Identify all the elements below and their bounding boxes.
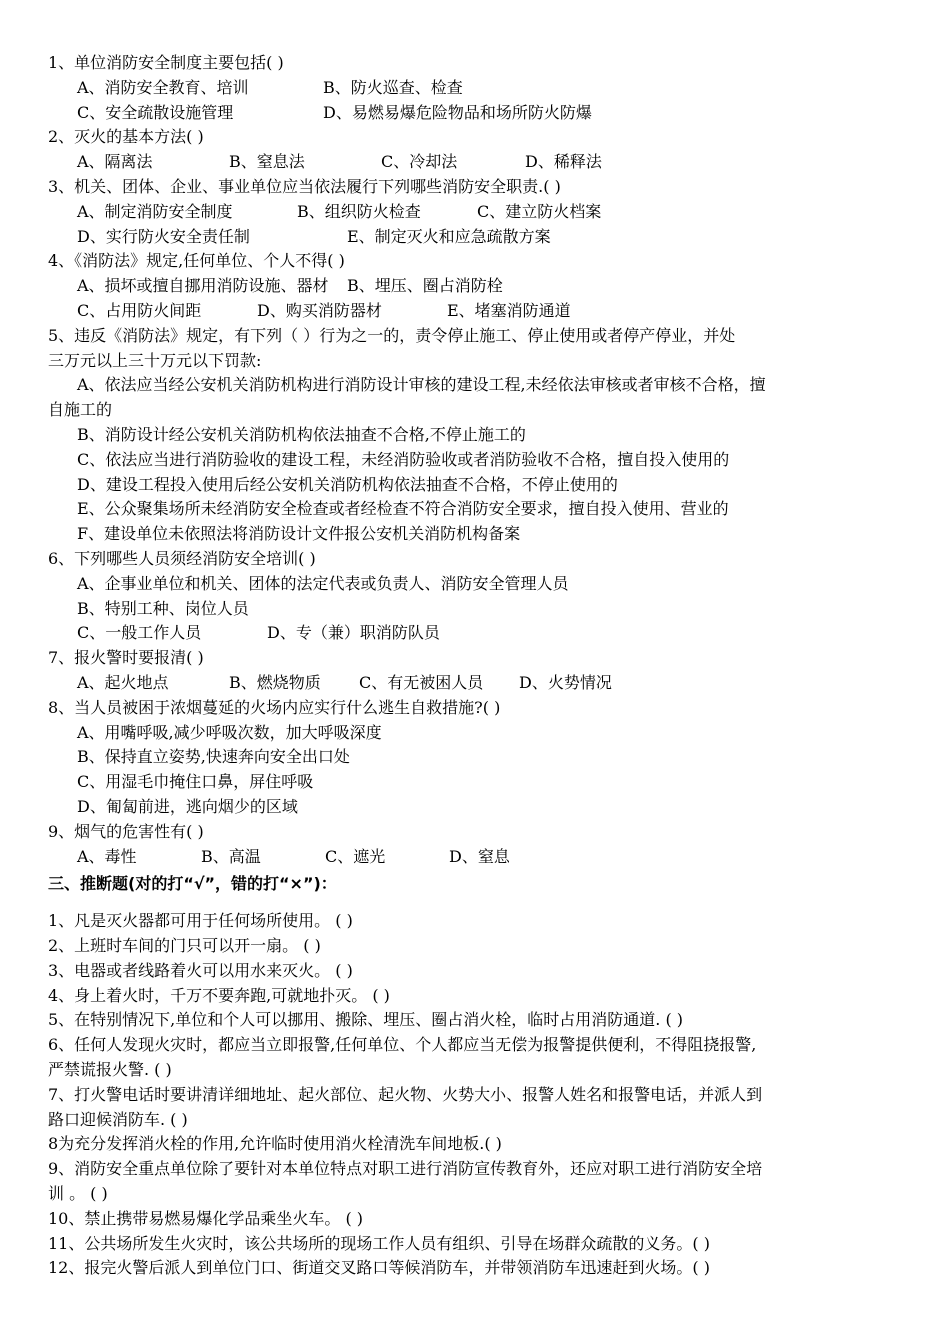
- question-6-options-row-3: [48, 621, 902, 646]
- option-d: D、火势情况: [519, 672, 612, 692]
- question-8-stem: 8、当人员被困于浓烟蔓延的火场内应实行什么逃生自救措施?( ): [48, 697, 501, 717]
- option-d: D、购买消防器材: [257, 300, 382, 320]
- question-9-stem: 9、烟气的危害性有( ): [48, 821, 204, 841]
- question-5-option-f: F、建设单位未依照法将消防设计文件报公安机关消防机构备案: [77, 524, 521, 544]
- judge-item-7-line-1: 7、打火警电话时要讲清详细地址、起火部位、起火物、火势大小、报警人姓名和报警电话，并派人到: [48, 1084, 763, 1104]
- option-d: D、专（兼）职消防队员: [267, 623, 440, 643]
- question-5-stem-line-1: 5、违反《消防法》规定，有下列（ ）行为之一的，责令停止施工、停止使用或者停产停业，并处: [48, 325, 736, 345]
- question-6-option-a: A、企事业单位和机关、团体的法定代表或负责人、消防安全管理人员: [77, 573, 569, 593]
- option-c: C、有无被困人员: [359, 672, 484, 692]
- option-d: D、窒息: [449, 846, 510, 866]
- question-7-stem: 7、报火警时要报清( ): [48, 648, 204, 668]
- option-c: C、建立防火档案: [477, 201, 602, 221]
- question-8-option-d: D、匍匐前进，逃向烟少的区域: [77, 796, 298, 816]
- question-5-option-e: E、公众聚集场所未经消防安全检查或者经检查不符合消防安全要求，擅自投入使用、营业的: [77, 499, 729, 519]
- question-3-options-row-1: [48, 200, 902, 225]
- judge-item-1: 1、凡是灭火器都可用于任何场所使用。 ( ): [48, 911, 353, 931]
- spacer: [48, 899, 902, 909]
- option-d: D、易燃易爆危险物品和场所防火防爆: [323, 102, 592, 122]
- option-a: A、制定消防安全制度: [77, 201, 233, 221]
- question-9-options: [48, 845, 902, 870]
- judge-item-7-line-2: 路口迎候消防车. ( ): [48, 1109, 188, 1129]
- option-a: A、损坏或擅自挪用消防设施、器材: [77, 276, 329, 296]
- question-5-option-b: B、消防设计经公安机关消防机构依法抽查不合格,不停止施工的: [77, 424, 526, 444]
- option-c: C、一般工作人员: [77, 623, 202, 643]
- question-2-stem: 2、灭火的基本方法( ): [48, 127, 204, 147]
- judge-item-5: 5、在特别情况下,单位和个人可以挪用、搬除、埋压、圈占消火栓，临时占用消防通道. ( ): [48, 1010, 684, 1030]
- judge-item-4: 4、身上着火时，千万不要奔跑,可就地扑灭。 ( ): [48, 985, 390, 1005]
- judge-item-8: 8为充分发挥消火栓的作用,允许临时使用消火栓清洗车间地板.( ): [48, 1134, 502, 1154]
- option-b: B、燃烧物质: [229, 672, 321, 692]
- question-8-option-a: A、用嘴呼吸,减少呼吸次数，加大呼吸深度: [77, 722, 382, 742]
- question-3-options-row-2: [48, 225, 902, 250]
- option-d: D、实行防火安全责任制: [77, 226, 250, 246]
- judge-item-9-line-2: 训 。 ( ): [48, 1184, 108, 1204]
- option-b: B、埋压、圈占消防栓: [347, 276, 503, 296]
- question-6-stem: 6、下列哪些人员须经消防安全培训( ): [48, 548, 316, 568]
- question-1-stem: 1、单位消防安全制度主要包括( ): [48, 53, 284, 72]
- question-1-options-row-1: [48, 76, 902, 101]
- option-b: B、防火巡查、检查: [323, 77, 463, 97]
- option-e: E、堵塞消防通道: [447, 300, 571, 320]
- option-d: D、稀释法: [525, 152, 602, 172]
- judge-item-9-line-1: 9、消防安全重点单位除了要针对本单位特点对职工进行消防宣传教育外，还应对职工进行消防安全培: [48, 1159, 763, 1179]
- option-c: C、冷却法: [381, 152, 458, 172]
- question-4-options-row-1: [48, 274, 902, 299]
- option-a: A、消防安全教育、培训: [77, 77, 249, 97]
- judge-item-6-line-1: 6、任何人发现火灾时，都应当立即报警,任何单位、个人都应当无偿为报警提供便利，不得阻挠报警,: [48, 1035, 757, 1055]
- judge-item-3: 3、电器或者线路着火可以用水来灭火。 ( ): [48, 960, 353, 980]
- question-5-option-d: D、建设工程投入使用后经公安机关消防机构依法抽查不合格，不停止使用的: [77, 474, 618, 494]
- judge-item-2: 2、上班时车间的门只可以开一扇。 ( ): [48, 936, 321, 956]
- option-e: E、制定灭火和应急疏散方案: [347, 226, 551, 246]
- option-c: C、占用防火间距: [77, 300, 202, 320]
- option-b: B、高温: [201, 846, 261, 866]
- question-8-option-b: B、保持直立姿势,快速奔向安全出口处: [77, 747, 350, 767]
- option-b: B、组织防火检查: [297, 201, 421, 221]
- question-2-options: [48, 150, 902, 175]
- judge-item-10: 10、禁止携带易燃易爆化学品乘坐火车。 ( ): [48, 1208, 364, 1228]
- judge-item-12: 12、报完火警后派人到单位门口、街道交叉路口等候消防车，并带领消防车迅速赶到火场。( ): [48, 1258, 710, 1278]
- option-c: C、遮光: [325, 846, 386, 866]
- option-a: A、毒性: [77, 846, 137, 866]
- option-a: A、隔离法: [77, 152, 153, 172]
- question-5-option-c: C、依法应当进行消防验收的建设工程，未经消防验收或者消防验收不合格，擅自投入使用的: [77, 449, 730, 469]
- judge-item-6-line-2: 严禁谎报火警. ( ): [48, 1060, 172, 1080]
- option-a: A、起火地点: [77, 672, 169, 692]
- option-c: C、安全疏散设施管理: [77, 102, 234, 122]
- section-3-heading: 三、推断题(对的打“√”，错的打“×”)：: [48, 874, 337, 894]
- judge-item-11: 11、公共场所发生火灾时，该公共场所的现场工作人员有组织、引导在场群众疏散的义务。( ): [48, 1233, 710, 1253]
- question-5-option-a-line-1: A、依法应当经公安机关消防机构进行消防设计审核的建设工程,未经依法审核或者审核不合格，擅: [77, 375, 766, 395]
- question-1-options-row-2: [48, 101, 902, 126]
- option-b: B、窒息法: [229, 152, 305, 172]
- question-8-option-c: C、用湿毛巾掩住口鼻，屏住呼吸: [77, 772, 314, 792]
- question-5-stem-line-2: 三万元以上三十万元以下罚款:: [48, 350, 262, 370]
- question-7-options: [48, 671, 902, 696]
- question-4-options-row-2: [48, 299, 902, 324]
- question-5-option-a-line-2: 自施工的: [48, 400, 113, 420]
- question-6-option-b: B、特别工种、岗位人员: [77, 598, 249, 618]
- question-3-stem: 3、机关、团体、企业、事业单位应当依法履行下列哪些消防安全职责.( ): [48, 176, 561, 196]
- question-4-stem: 4、《消防法》规定,任何单位、个人不得( ): [48, 251, 345, 271]
